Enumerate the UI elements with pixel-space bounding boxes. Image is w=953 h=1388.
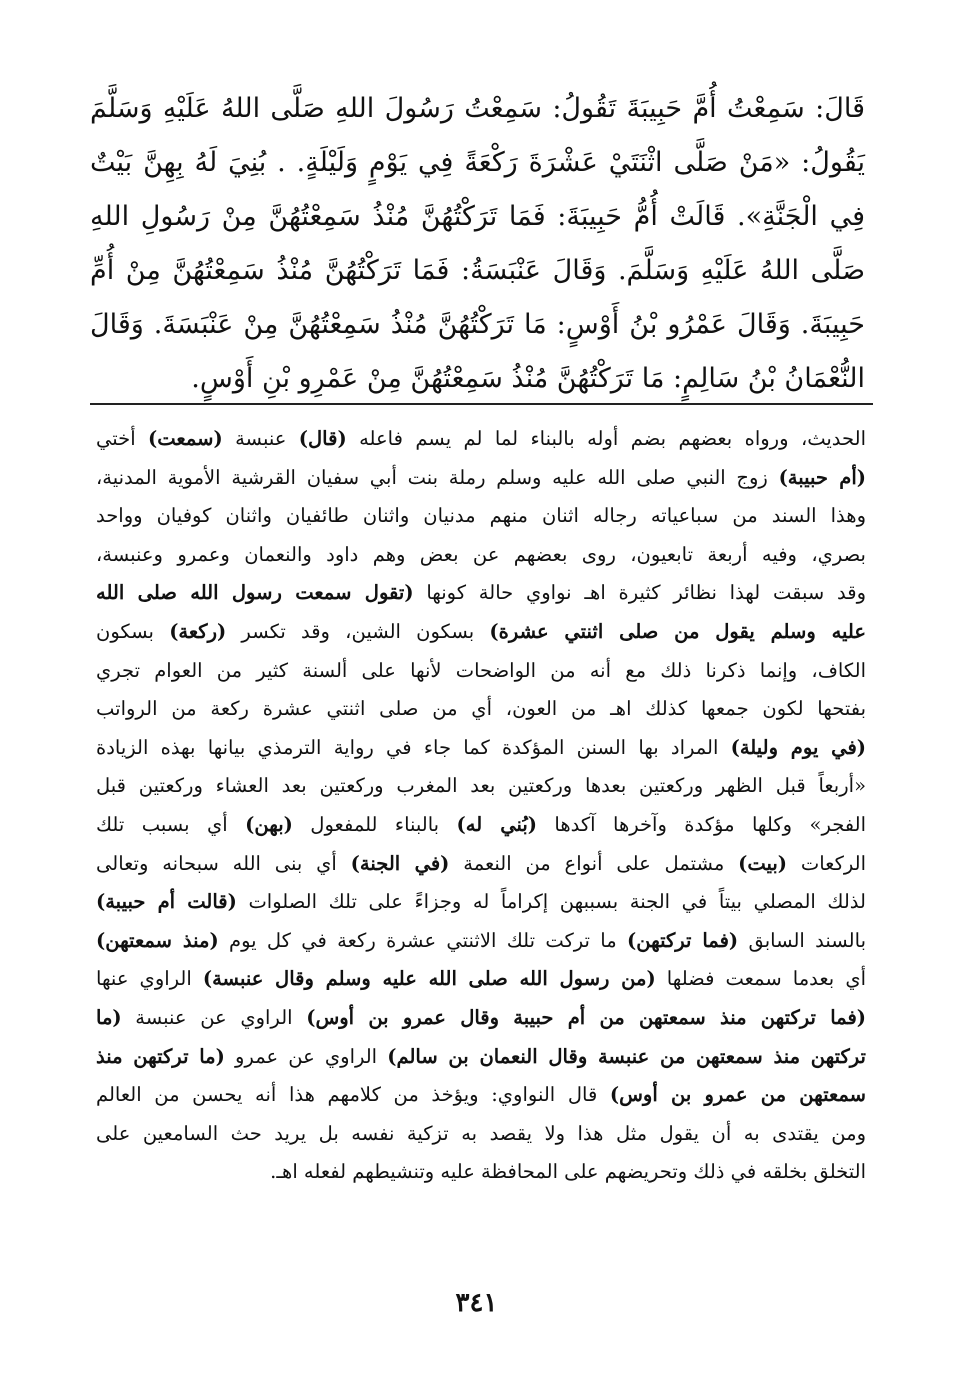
page-number: ٣٤١ [455,1288,498,1318]
commentary-quoted-phrase: سمعتهن من عمرو بن أوس) [609,1083,866,1107]
commentary-quoted-phrase: (ما تركتهن منذ [96,1044,225,1068]
commentary-text: الراوي عن عمرو [224,1044,388,1068]
commentary-line [96,1153,866,1192]
commentary-text: ومن يقتدى به أن يقول مثل هذا ولا يقصد به تزكية نفسه بل يريد حث السامعين على [96,1121,866,1145]
commentary-line [96,690,866,729]
commentary-text: عنبسة [222,427,299,450]
commentary-text: ما تركت تلك الاثنتي عشرة ركعة في كل يوم [218,928,628,952]
commentary-text: الركعات [787,851,866,875]
commentary-text: «أربعاً قبل الظهر وركعتين بعدها وركعتين بعد المغرب وركعتين بعد العشاء وركعتين قبل [96,774,866,798]
commentary-quoted-phrase: (ركعة) [169,619,227,643]
commentary-line [96,806,866,845]
commentary-text: بسكون [96,619,170,643]
commentary-quoted-phrase: (من رسول الله صلى الله عليه وسلم وقال عنبسة) [202,967,656,991]
commentary-quoted-phrase: (قال) [298,427,347,450]
commentary-line [96,574,866,613]
commentary-quoted-phrase: (أم حبيبة) [778,465,866,489]
commentary-line [96,1076,866,1115]
commentary-quoted-phrase: (فما تركتهن منذ سمعتهن من أم حبيبة وقال عمرو بن أوس) [306,1005,866,1029]
commentary-line [96,729,866,768]
commentary-line [96,536,866,575]
commentary-text: الراوي عن عنبسة [121,1005,307,1029]
commentary-text: بالسند السابق [738,928,866,952]
commentary-quoted-phrase: عليه وسلم يقول من صلى اثنتي عشرة) [489,619,866,643]
commentary-line [96,767,866,806]
commentary-text: الكاف، وإنما ذكرنا ذلك مع أنه من الواضحات لأنها على ألسنة كثير من العوام تجري [96,658,866,682]
commentary-quoted-phrase: (قالت أم حبيبة) [96,890,237,914]
commentary-text: بفتحها لكون جمعها كذلك اهـ من العون، أي من صلى اثنتي عشرة ركعة من الرواتب [96,697,866,721]
commentary-line [96,1038,866,1077]
commentary-text: وقد سبقت لهذا نظائر كثيرة اهـ نواوي حالة كونها [413,581,866,605]
commentary-block [96,420,866,1192]
commentary-text: قال النواوي: ويؤخذ من كلامهم هذا أنه يحسن من العالم [96,1083,610,1107]
commentary-line [96,613,866,652]
commentary-text: الراوي عنها [96,967,203,991]
commentary-text: بصري، وفيه أربعة تابعيون، روى بعضهم عن بعض وهم داود والنعمان وعمرو وعنبسة، [96,542,866,566]
commentary-line [96,845,866,884]
commentary-quoted-phrase: (في يوم وليلة) [730,735,866,759]
commentary-text: وهذا السند من سباعياته رجاله اثنان منهم مدنيان واثنان طائفيان واثنان كوفيان وواحد [96,504,866,528]
commentary-line [96,960,866,999]
commentary-text: بسكون الشين، وقد تكسر [226,619,490,643]
commentary-text: الحديث، ورواه بعضهم بضم أوله بالبناء لما لم يسم فاعله [346,427,866,450]
commentary-quoted-phrase: (فما تركتهن) [627,928,739,952]
commentary-text: الفجر» وكلها مؤكدة وآخرها آكدها [536,812,866,836]
commentary-text: أي بسبب تلك [96,812,246,836]
commentary-text: زوج النبي صلى الله عليه وسلم رملة بنت أبي سفيان القرشية الأموية المدنية، [96,465,779,489]
commentary-quoted-phrase: (ما [96,1005,122,1029]
footnote-divider [90,403,873,405]
commentary-quoted-phrase: تركتهن منذ سمعتهن من عنبسة وقال النعمان بن سالم) [387,1044,866,1068]
commentary-line [96,883,866,922]
commentary-line [96,652,866,691]
commentary-text: المراد بها السنن المؤكدة كما جاء في رواية الترمذي بيانها بهذه الزيادة [96,735,731,759]
commentary-text: التخلق بخلقه في ذلك وتحريضهم على المحافظة عليه وتنشيطهم لفعله اهـ. [270,1160,866,1184]
hadith-text-block [90,82,865,406]
commentary-quoted-phrase: (بُني له) [456,812,537,836]
commentary-line [96,1115,866,1154]
commentary-quoted-phrase: (منذ سمعتهن) [96,928,219,952]
commentary-quoted-phrase: (تقول سمعت رسول الله صلى الله [96,581,414,605]
commentary-text: أختي [96,427,149,450]
commentary-text: لذلك المصلي بيتاً في الجنة بسببهن إكراماً له وجزاءً على تلك الصلوات [236,890,866,914]
hadith-text: قَالَ: سَمِعْتُ أُمَّ حَبِيبَةَ تَقُولُ: سَمِعْتُ رَسُولَ اللهِ صَلَّى اللهُ عَلَيْهِ وَسَلَّمَ يَقُولُ: «مَنْ صَلَّى اثْنَتَيْ عَشْرَةَ رَكْعَةً فِي يَوْمٍ وَلَيْلَةٍ. . بُنِيَ لَهُ بِهِنَّ بَيْتٌ فِي الْجَنَّةِ». قَالَتْ أُمُّ حَبِيبَةَ: فَمَا تَرَكْتُهُنَّ مُنْذُ سَمِعْتُهُنَّ مِنْ رَسُولِ اللهِ صَلَّى اللهُ عَلَيْهِ وَسَلَّمَ. وَقَالَ عَنْبَسَةُ: فَمَا تَرَكْتُهُنَّ مُنْذُ سَمِعْتُهُنَّ مِنْ أُمِّ حَبِيبَةَ. وَقَالَ عَمْرُو بْنُ أَوْسٍ: مَا تَرَكْتُهُنَّ مُنْذُ سَمِعْتُهُنَّ مِنْ عَنْبَسَةَ. وَقَالَ النُّعْمَانُ بْنُ سَالِمٍ: مَا تَرَكْتُهُنَّ مُنْذُ سَمِعْتُهُنَّ مِنْ عَمْرِو بْنِ أَوْسٍ. [90,93,865,394]
commentary-quoted-phrase: (في الجنة) [350,851,450,875]
commentary-line [96,497,866,536]
commentary-line [96,420,866,459]
commentary-text: أي بعدما سمعت فضلها [655,967,866,991]
commentary-quoted-phrase: (بهن) [245,812,293,836]
commentary-quoted-phrase: (سمعت) [148,427,223,450]
commentary-line [96,999,866,1038]
commentary-line [96,459,866,498]
commentary-text: مشتمل على أنواع من النعمة [449,851,739,875]
commentary-quoted-phrase: (بيت) [738,851,788,875]
commentary-text: أي بنى الله سبحانه وتعالى [96,851,351,875]
commentary-text: بالبناء للمفعول [292,812,457,836]
commentary-line [96,922,866,961]
